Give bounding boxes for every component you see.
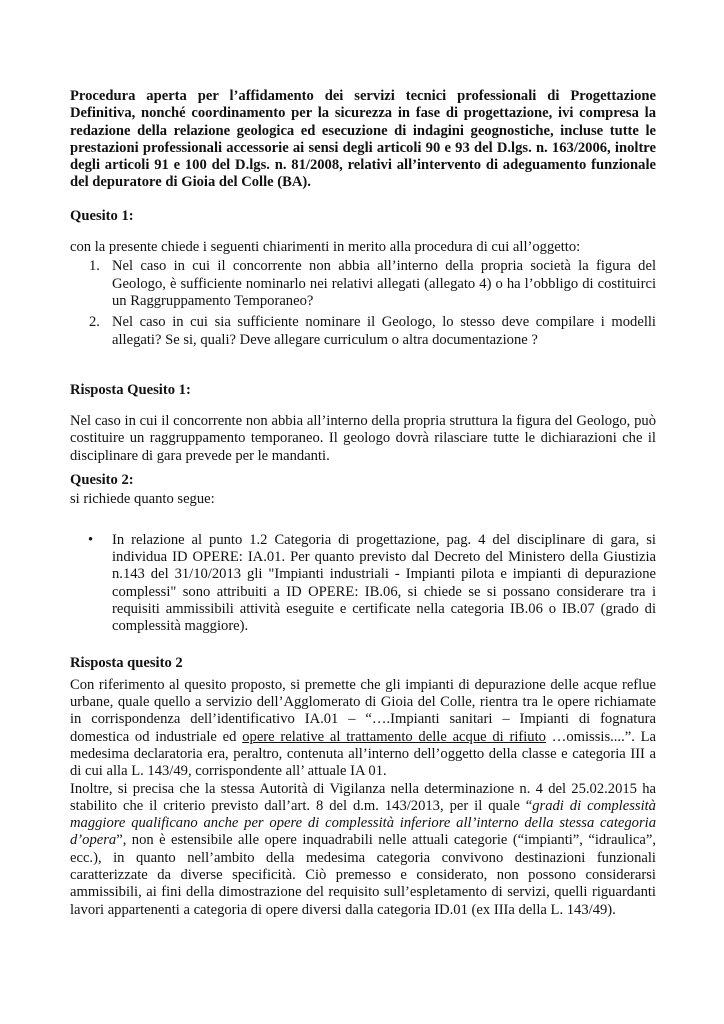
quesito-1-heading: Quesito 1: — [70, 207, 134, 224]
list-number: 1. — [89, 258, 100, 275]
risposta-2-paragraph-2 — [70, 781, 656, 919]
text-run: Inoltre, si precisa che la stessa Autorità di Vigilanza nella determinazione n. 4 del 25.02.2015 ha stabilito che il criterio previsto dall’art. 8 del d.m. 143/2013, per il quale “ — [70, 780, 656, 814]
quesito-2-heading: Quesito 2: — [70, 472, 134, 489]
italic-quote: gradi di complessità maggiore qualificano anche per opere di complessità inferiore all’interno della stessa categoria d’opera — [70, 797, 656, 849]
document-page — [70, 88, 656, 919]
risposta-1-heading: Risposta Quesito 1: — [70, 381, 191, 398]
document-title: Procedura aperta per l’affidamento dei servizi tecnici professionali di Progettazione Definitiva, nonché coordinamento per la sicurezza in fase di progettazione, ivi compresa la redazione della relazione geologica ed esecuzione di indagini geognostiche, incluse tutte le prestazioni professionali accessorie ai sensi degli articoli 90 e 93 del D.lgs. n. 163/2006, inoltre degli articoli 91 e 100 del D.lgs. n. 81/2008, relativi all’intervento di adeguamento funzionale del depuratore di Gioia del Colle (BA). — [70, 88, 656, 191]
list-item — [70, 314, 656, 349]
list-item — [70, 532, 656, 636]
text-run: ”, non è estensibile alle opere inquadrabili nelle attuali categorie (“impianti”, “idraulica”, ecc.), in quanto nell’ambito della medesima categoria convivono destinazioni funzionali caratterizzate da diverse specificità. Ciò premesso e considerato, non possono considerarsi ammissibili, ai fini della dimostrazione del requisito sull’espletamento di servizi, quelli riguardanti lavori appartenenti a categoria di opere diversi dalla categoria ID.01 (ex IIIa della L. 143/49). — [70, 832, 656, 918]
risposta-2-paragraph-1 — [70, 677, 656, 781]
text-run: Con riferimento al quesito proposto, si premette che gli impianti di depurazione delle acque reflue urbane, quale quello a servizio dell’Agglomerato di Gioia del Colle, rientra tra le opere richiamate in corrispondenza dell’identificativo IA.01 – “….Impianti sanitari – Impianti di fognatura domestica od industriale ed — [70, 676, 656, 745]
quesito-2-list — [70, 532, 656, 636]
bullet-marker: • — [88, 531, 94, 548]
text-run: …omissis....”. La medesima declaratoria era, peraltro, contenuta all’interno dell’oggetto della classe e categoria III a di cui alla L. 143/49, corrispondente all’ attuale IA 01. — [70, 728, 657, 780]
list-item-text: Nel caso in cui sia sufficiente nominare il Geologo, lo stesso deve compilare i modelli allegati? Se si, quali? Deve allegare curriculum o altra documentazione ? — [112, 314, 656, 348]
quesito-1-intro: con la presente chiede i seguenti chiarimenti in merito alla procedura di cui all’oggetto: — [70, 239, 581, 256]
list-number: 2. — [89, 314, 100, 331]
risposta-1-text: Nel caso in cui il concorrente non abbia all’interno della propria struttura la figura del Geologo, può costituire un raggruppamento temporaneo. Il geologo dovrà rilasciare tutte le dichiarazioni che il disciplinare di gara prevede per le mandanti. — [70, 413, 656, 464]
quesito-1-list — [70, 258, 656, 348]
risposta-2-heading: Risposta quesito 2 — [70, 655, 183, 672]
list-item-text: Nel caso in cui il concorrente non abbia all’interno della propria società la figura del Geologo, è sufficiente nominarlo nei relativi allegati (allegato 4) o ha l’obbligo di costituirci un Raggruppamento Temporaneo? — [112, 258, 656, 309]
quesito-2-intro: si richiede quanto segue: — [70, 491, 215, 508]
list-item — [70, 258, 656, 310]
underlined-text: opere relative al trattamento delle acque di rifiuto — [242, 728, 546, 745]
list-item-text: In relazione al punto 1.2 Categoria di progettazione, pag. 4 del disciplinare di gara, si individua ID OPERE: IA.01. Per quanto previsto dal Decreto del Ministero della Giustizia n.143 del 31/10/2013 gli "Impianti industriali - Impianti pilota e impianti di depurazione complessi" sono attribuiti a ID OPERE: IB.06, si chiede se si possano considerare tra i requisiti ammissibili attività eseguite e certificate nella categoria IB.06 o IB.07 (grado di complessità maggiore). — [112, 531, 656, 635]
